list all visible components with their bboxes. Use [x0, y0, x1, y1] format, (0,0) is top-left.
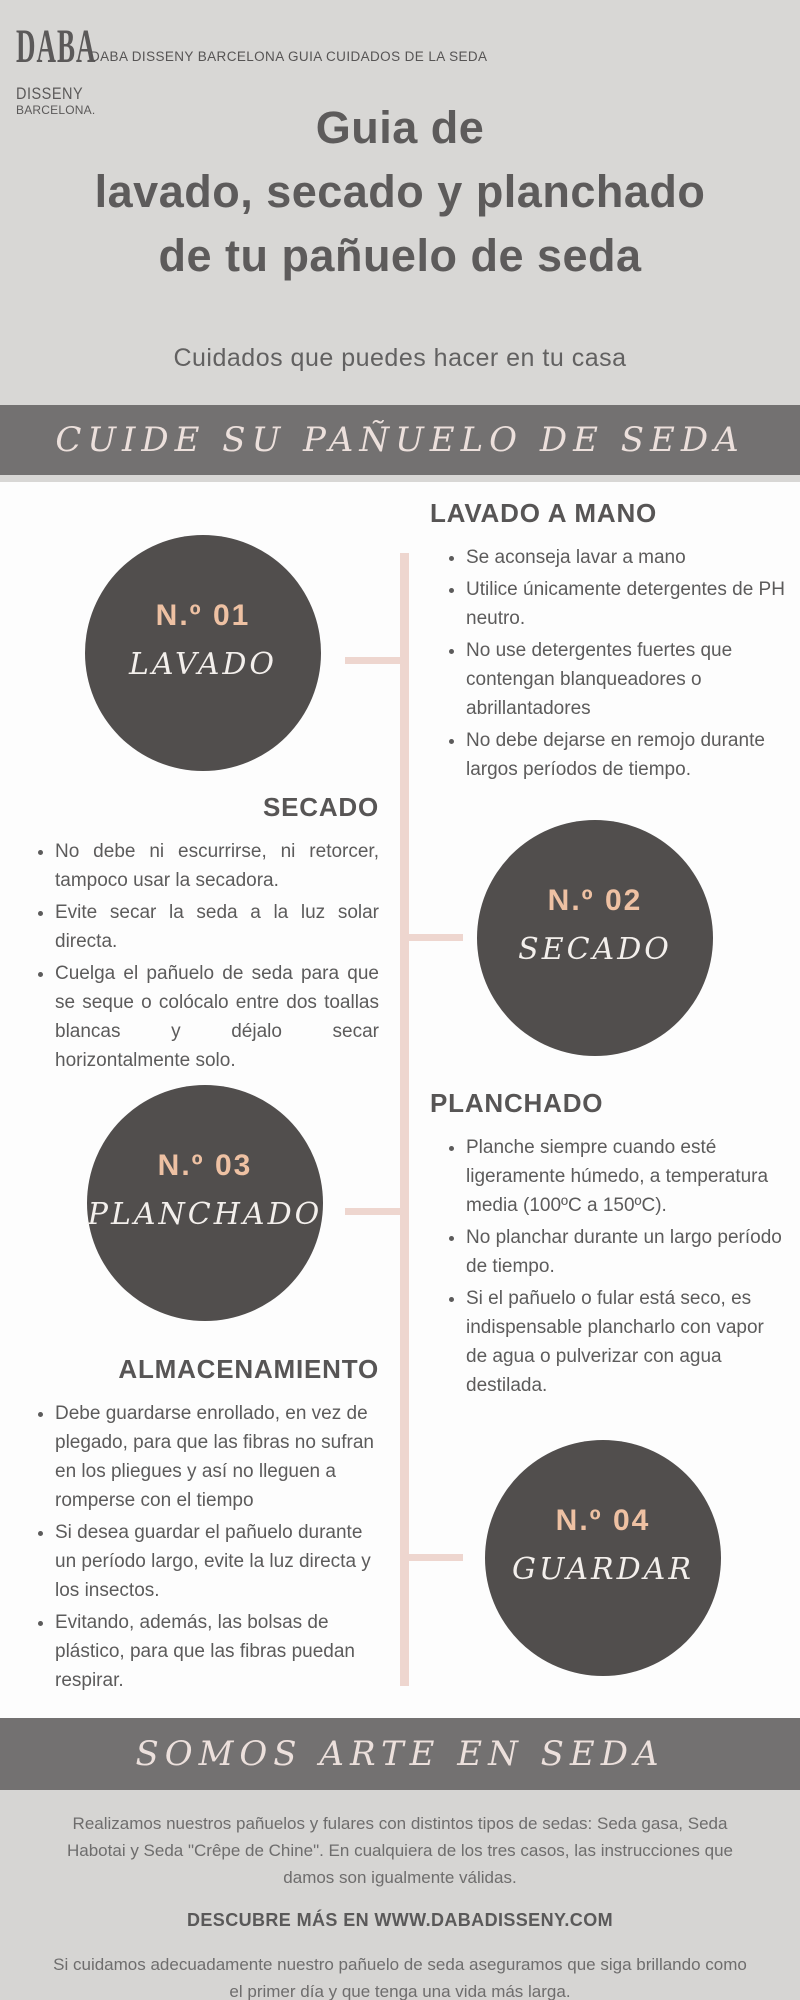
title-line-1: Guia de	[315, 102, 485, 153]
list-item: • No debe ni escurrirse, ni retorcer, tampoco usar la secadora.	[55, 837, 379, 895]
list-item: • Utilice únicamente detergentes de PH neutro.	[466, 575, 786, 633]
step-circle-secado	[477, 820, 713, 1056]
bullet-list-almacenamiento	[25, 1399, 379, 1695]
list-item: • No use detergentes fuertes que contengan blanqueadores o abrillantadores	[466, 636, 786, 723]
title-line-3: de tu pañuelo de seda	[158, 230, 642, 281]
footer-paragraph-2: Si cuidamos adecuadamente nuestro pañuelo de seda aseguramos que siga brillando como el primer día y que tenga una vida más larga.	[53, 1955, 747, 2000]
step-circle-lavado	[85, 535, 321, 771]
page-title	[0, 96, 800, 288]
list-item: • No debe dejarse en remojo durante largos períodos de tiempo.	[466, 726, 786, 784]
list-item: • Si el pañuelo o fular está seco, es indispensable plancharlo con vapor de agua o pulverizar con agua destilada.	[466, 1284, 786, 1400]
logo-daba-text: DABA	[16, 20, 97, 73]
step-number-1: N.º 01	[155, 598, 251, 632]
bullet-list-planchado	[430, 1133, 786, 1400]
section-lavado-a-mano	[430, 498, 786, 787]
list-item: • No planchar durante un largo período de tiempo.	[466, 1223, 786, 1281]
bullet-list-secado	[25, 837, 379, 1075]
step-number-3: N.º 03	[157, 1148, 253, 1182]
step-circle-label-4: GUARDAR	[512, 1551, 694, 1587]
list-item: • Cuelga el pañuelo de seda para que se seque o colócalo entre dos toallas blancas y déjalo secar horizontalmente solo.	[55, 959, 379, 1075]
section-almacenamiento	[25, 1354, 379, 1698]
list-item: • Debe guardarse enrollado, en vez de plegado, para que las fibras no sufran en los pliegues y así no lleguen a romperse con el tiempo	[55, 1399, 379, 1515]
step-circle-planchado	[87, 1085, 323, 1321]
divider-strip	[0, 475, 800, 482]
banner-cuide-su-panuelo	[0, 405, 800, 475]
section-heading-planchado: PLANCHADO	[430, 1088, 604, 1118]
banner-bottom-text: SOMOS ARTE EN SEDA	[135, 1734, 665, 1774]
header-section	[0, 0, 800, 405]
title-line-2: lavado, secado y planchado	[94, 166, 706, 217]
list-item: • Se aconseja lavar a mano	[466, 543, 786, 572]
bullet-list-lavado	[430, 543, 786, 784]
banner-top-text: CUIDE SU PAÑUELO DE SEDA	[55, 420, 745, 460]
footer-paragraph-1: Realizamos nuestros pañuelos y fulares con distintos tipos de sedas: Seda gasa, Seda Habotai y Seda "Crêpe de Chine". En cualquiera de los tres casos, las instrucciones que damos son igualmente válidas.	[67, 1814, 733, 1887]
section-heading-secado: SECADO	[262, 792, 379, 822]
banner-somos-arte	[0, 1718, 800, 1790]
list-item: • Planche siempre cuando esté ligeramente húmedo, a temperatura media (100ºC a 150ºC).	[466, 1133, 786, 1220]
step-number-4: N.º 04	[555, 1503, 651, 1537]
timeline-connector-3	[345, 1208, 402, 1215]
section-planchado	[430, 1088, 786, 1403]
list-item: • Evitando, además, las bolsas de plástico, para que las fibras puedan respirar.	[55, 1608, 379, 1695]
header-tagline: DABA DISSENY BARCELONA GUIA CUIDADOS DE LA SEDA	[90, 49, 488, 64]
list-item: • Si desea guardar el pañuelo durante un período largo, evite la luz directa y los insectos.	[55, 1518, 379, 1605]
timeline-connector-4	[407, 1554, 463, 1561]
section-heading-lavado: LAVADO A MANO	[430, 498, 658, 528]
list-item: • Evite secar la seda a la luz solar directa.	[55, 898, 379, 956]
section-secado	[25, 792, 379, 1078]
timeline-connector-1	[345, 657, 402, 664]
footer-section	[0, 1790, 800, 2000]
section-heading-almacenamiento: ALMACENAMIENTO	[118, 1354, 379, 1384]
logo-disseny-text: DISSENY	[16, 85, 84, 104]
step-number-2: N.º 02	[547, 883, 643, 917]
step-circle-guardar	[485, 1440, 721, 1676]
logo-barcelona-text: BARCELONA.	[16, 103, 96, 117]
timeline-vertical-line	[400, 553, 409, 1686]
timeline-connector-2	[407, 934, 463, 941]
step-circle-label-2: SECADO	[518, 931, 672, 967]
step-circle-label-3: PLANCHADO	[87, 1196, 323, 1232]
step-circle-label-1: LAVADO	[128, 646, 278, 682]
steps-content	[0, 482, 800, 1718]
page-subtitle: Cuidados que puedes hacer en tu casa	[173, 344, 627, 372]
footer-website-line: DESCUBRE MÁS EN WWW.DABADISSENY.COM	[186, 1910, 613, 1930]
